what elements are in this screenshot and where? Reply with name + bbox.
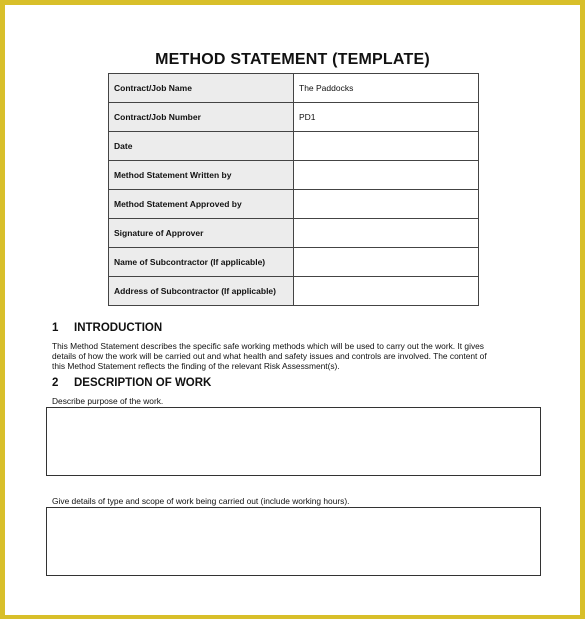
purpose-prompt: Describe purpose of the work. xyxy=(52,396,164,406)
scope-prompt: Give details of type and scope of work being carried out (include working hours). xyxy=(52,496,350,506)
section-number: 2 xyxy=(52,377,59,389)
intro-line: this Method Statement reflects the finding of the relevant Risk Assessment(s). xyxy=(52,361,340,372)
scope-input-box[interactable] xyxy=(46,507,541,576)
subcontractor-name-field[interactable] xyxy=(294,248,479,277)
table-row xyxy=(109,277,479,306)
written-by-field[interactable] xyxy=(294,161,479,190)
subcontractor-address-field[interactable] xyxy=(294,277,479,306)
introduction-text xyxy=(52,341,532,372)
row-label: Contract/Job Number xyxy=(109,103,294,132)
section-heading-introduction xyxy=(52,322,162,334)
section-heading-description xyxy=(52,377,211,389)
purpose-input-box[interactable] xyxy=(46,407,541,476)
table-row xyxy=(109,190,479,219)
approved-by-field[interactable] xyxy=(294,190,479,219)
contract-job-name-field[interactable]: The Paddocks xyxy=(294,74,479,103)
table-row xyxy=(109,74,479,103)
table-row xyxy=(109,132,479,161)
intro-line: details of how the work will be carried out and what health and safety issues and controls are involved. The content of xyxy=(52,351,487,362)
row-label: Address of Subcontractor (If applicable) xyxy=(109,277,294,306)
table-row xyxy=(109,103,479,132)
page-title: METHOD STATEMENT (TEMPLATE) xyxy=(155,51,430,68)
section-title: DESCRIPTION OF WORK xyxy=(74,377,212,389)
row-label: Contract/Job Name xyxy=(109,74,294,103)
section-number: 1 xyxy=(52,322,59,334)
row-label: Method Statement Approved by xyxy=(109,190,294,219)
intro-line: This Method Statement describes the specific safe working methods which will be used to carry out the work. It gives xyxy=(52,341,484,351)
row-label: Method Statement Written by xyxy=(109,161,294,190)
table-row xyxy=(109,248,479,277)
row-label: Date xyxy=(109,132,294,161)
table-row xyxy=(109,219,479,248)
row-label: Name of Subcontractor (If applicable) xyxy=(109,248,294,277)
table-row xyxy=(109,161,479,190)
date-field[interactable] xyxy=(294,132,479,161)
row-label: Signature of Approver xyxy=(109,219,294,248)
contract-job-number-field[interactable]: PD1 xyxy=(294,103,479,132)
section-title: INTRODUCTION xyxy=(74,322,163,334)
signature-field[interactable] xyxy=(294,219,479,248)
info-table xyxy=(108,73,479,306)
